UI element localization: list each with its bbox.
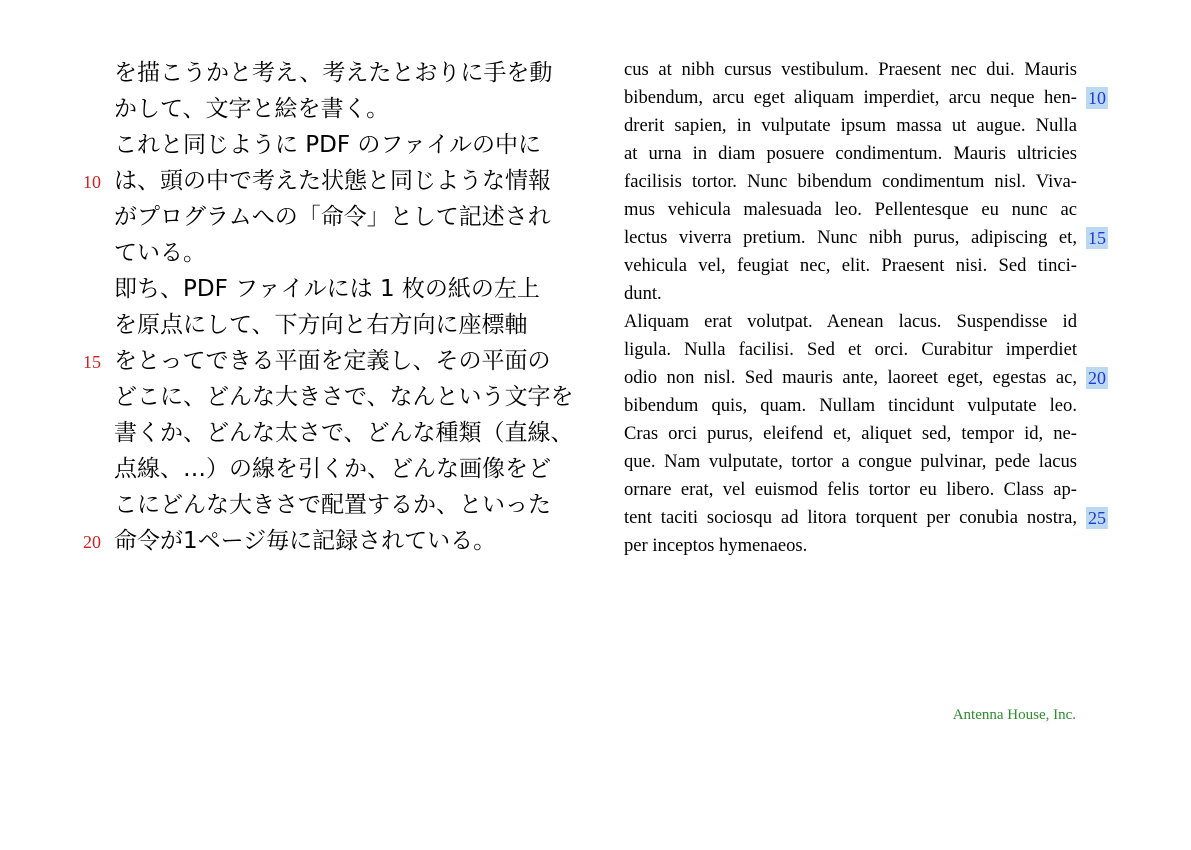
footer-credit: Antenna House, Inc. [952,707,1076,723]
line-text: mus vehicula malesuada leo. Pellentesque eu nunc ac [624,199,1077,220]
text-line [624,420,1119,448]
text-line [80,487,580,523]
line-text: これと同じように PDF のファイルの中に [114,132,541,158]
text-line [80,91,580,127]
line-number: 20 [83,532,101,552]
text-line [624,140,1119,168]
line-text: 書くか、どんな太さで、どんな種類（直線、 [114,420,574,446]
text-line [624,224,1119,252]
line-text: ている。 [114,240,206,266]
line-number: 20 [1088,368,1106,388]
text-line [624,168,1119,196]
text-line [624,112,1119,140]
text-line [80,163,580,199]
line-text: かして、文字と絵を書く。 [114,96,390,122]
line-number: 10 [1088,88,1106,108]
line-text: cus at nibh cursus vestibulum. Praesent nec dui. Mauris [624,59,1077,80]
line-text: Cras orci purus, eleifend et, aliquet sed, tempor id, ne- [624,423,1077,444]
line-text: ligula. Nulla facilisi. Sed et orci. Curabitur imperdiet [624,339,1077,360]
text-line [624,308,1119,336]
line-text: は、頭の中で考えた状態と同じような情報 [114,168,551,194]
line-text: vehicula vel, feugiat nec, elit. Praesent nisi. Sed tinci- [624,255,1077,276]
text-line [624,448,1119,476]
line-text: bibendum, arcu eget aliquam imperdiet, arcu neque hen- [624,87,1077,108]
text-line [624,392,1119,420]
text-line [624,196,1119,224]
text-line [624,336,1119,364]
text-line [80,127,580,163]
text-line [624,252,1119,280]
line-text: を描こうかと考え、考えたとおりに手を動 [114,60,553,86]
line-number: 15 [83,352,101,372]
line-text: 即ち、PDF ファイルには 1 枚の紙の左上 [114,276,540,302]
line-text: dunt. [624,283,662,304]
text-line [80,379,580,415]
text-line [80,271,580,307]
japanese-text-column [80,55,580,559]
text-line [624,84,1119,112]
text-line [80,235,580,271]
line-text: 点線、…）の線を引くか、どんな画像をど [114,456,551,482]
line-text: をとってできる平面を定義し、その平面の [114,348,551,374]
text-line [80,343,580,379]
line-text: lectus viverra pretium. Nunc nibh purus, adipiscing et, [624,227,1077,248]
line-text: ornare erat, vel euismod felis tortor eu libero. Class ap- [624,479,1077,500]
text-line [80,307,580,343]
text-line [80,451,580,487]
line-text: Aliquam erat volutpat. Aenean lacus. Suspendisse id [624,311,1077,332]
text-line [80,523,580,559]
text-line [80,415,580,451]
line-text: odio non nisl. Sed mauris ante, laoreet eget, egestas ac, [624,367,1077,388]
text-line [624,364,1119,392]
text-line [624,532,1119,560]
line-text: どこに、どんな大きさで、なんという文字を [114,384,574,410]
line-text: 命令が1ページ毎に記録されている。 [114,528,497,554]
line-text: こにどんな大きさで配置するか、といった [114,492,551,518]
line-text: que. Nam vulputate, tortor a congue pulvinar, pede lacus [624,451,1077,472]
line-text: drerit sapien, in vulputate ipsum massa ut augue. Nulla [624,115,1077,136]
line-number: 15 [1088,228,1106,248]
line-number: 25 [1088,508,1106,528]
line-text: bibendum quis, quam. Nullam tincidunt vulputate leo. [624,395,1077,416]
line-text: がプログラムへの「命令」として記述され [114,204,551,230]
line-number: 10 [83,172,101,192]
text-line [624,280,1119,308]
text-line [624,476,1119,504]
line-text: facilisis tortor. Nunc bibendum condimentum nisl. Viva- [624,171,1077,192]
line-text: を原点にして、下方向と右方向に座標軸 [114,312,528,338]
text-line [624,504,1119,532]
line-text: at urna in diam posuere condimentum. Mauris ultricies [624,143,1077,164]
text-line [80,55,580,91]
line-text: tent taciti sociosqu ad litora torquent per conubia nostra, [624,507,1077,528]
latin-text-column [624,56,1119,560]
text-line [624,56,1119,84]
text-line [80,199,580,235]
line-text: per inceptos hymenaeos. [624,535,808,556]
